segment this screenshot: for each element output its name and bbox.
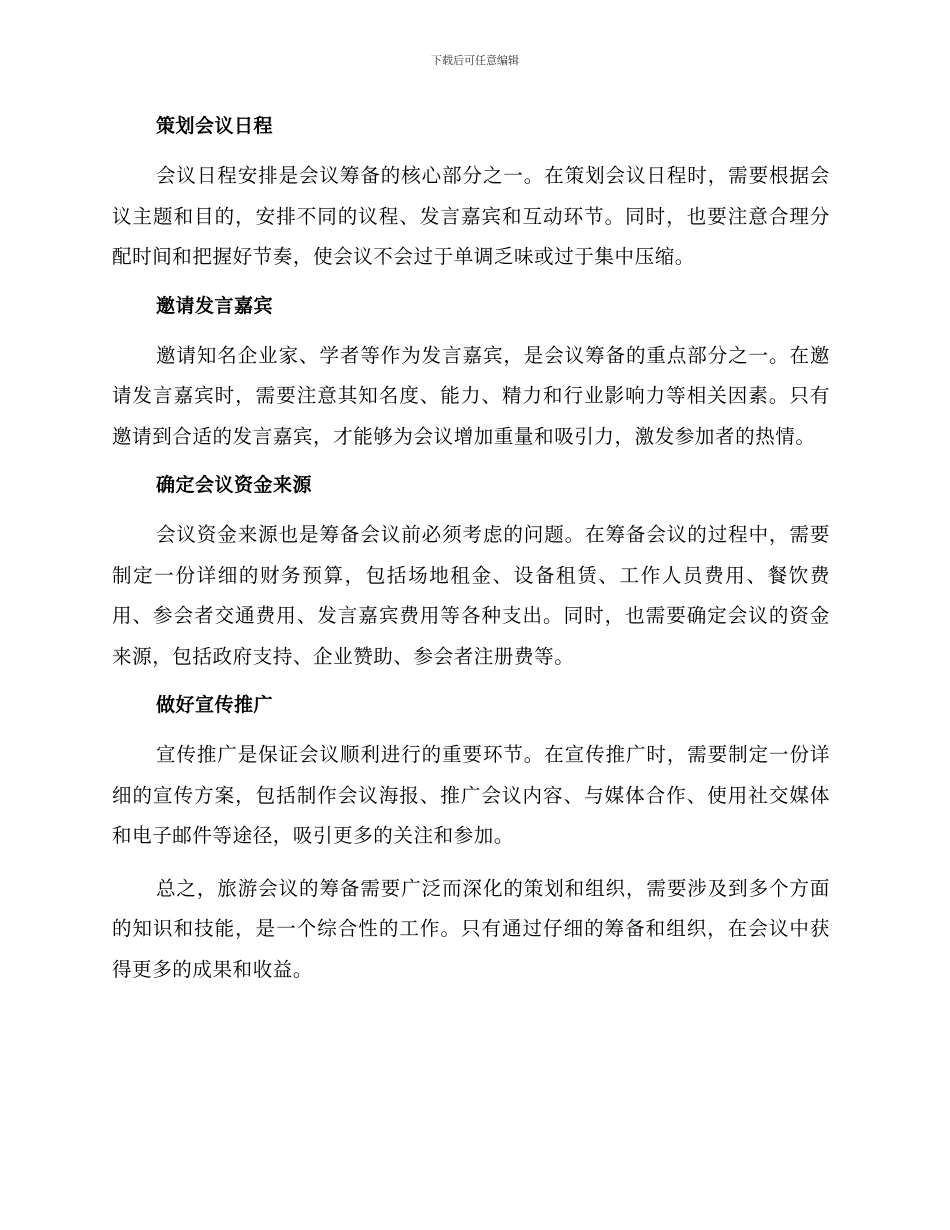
section-paragraph-promotion: 宣传推广是保证会议顺利进行的重要环节。在宣传推广时，需要制定一份详细的宣传方案，包括制作会议海报、推广会议内容、与媒体合作、使用社交媒体和电子邮件等途径，吸引更多的关注和参加。: [112, 743, 830, 847]
section-paragraph-funding: 会议资金来源也是筹备会议前必须考虑的问题。在筹备会议的过程中，需要制定一份详细的财务预算，包括场地租金、设备租赁、工作人员费用、餐饮费用、参会者交通费用、发言嘉宾费用等各种支出。同时，也需要确定会议的资金来源，包括政府支持、企业赞助、参会者注册费等。: [112, 523, 830, 668]
section-heading-speakers: 邀请发言嘉宾: [156, 294, 274, 317]
section-heading-agenda: 策划会议日程: [156, 115, 274, 137]
section-heading-promotion: 做好宣传推广: [156, 694, 274, 716]
page-header-note: 下载后可任意编辑: [431, 54, 519, 67]
section-paragraph-agenda: 会议日程安排是会议筹备的核心部分之一。在策划会议日程时，需要根据会议主题和目的，安排不同的议程、发言嘉宾和互动环节。同时，也要注意合理分配时间和把握好节奏，使会议不会过于单调乏味或过于集中压缩。: [112, 164, 830, 268]
conclusion-paragraph: 总之，旅游会议的筹备需要广泛而深化的策划和组织，需要涉及到多个方面的知识和技能，是一个综合性的工作。只有通过仔细的筹备和组织，在会议中获得更多的成果和收益。: [112, 876, 830, 981]
section-heading-funding: 确定会议资金来源: [156, 474, 313, 496]
document-body: [112, 110, 830, 990]
section-paragraph-speakers: 邀请知名企业家、学者等作为发言嘉宾，是会议筹备的重点部分之一。在邀请发言嘉宾时，需要注意其知名度、能力、精力和行业影响力等相关因素。只有邀请到合适的发言嘉宾，才能够为会议增加重量和吸引力，激发参加者的热情。: [112, 343, 830, 448]
